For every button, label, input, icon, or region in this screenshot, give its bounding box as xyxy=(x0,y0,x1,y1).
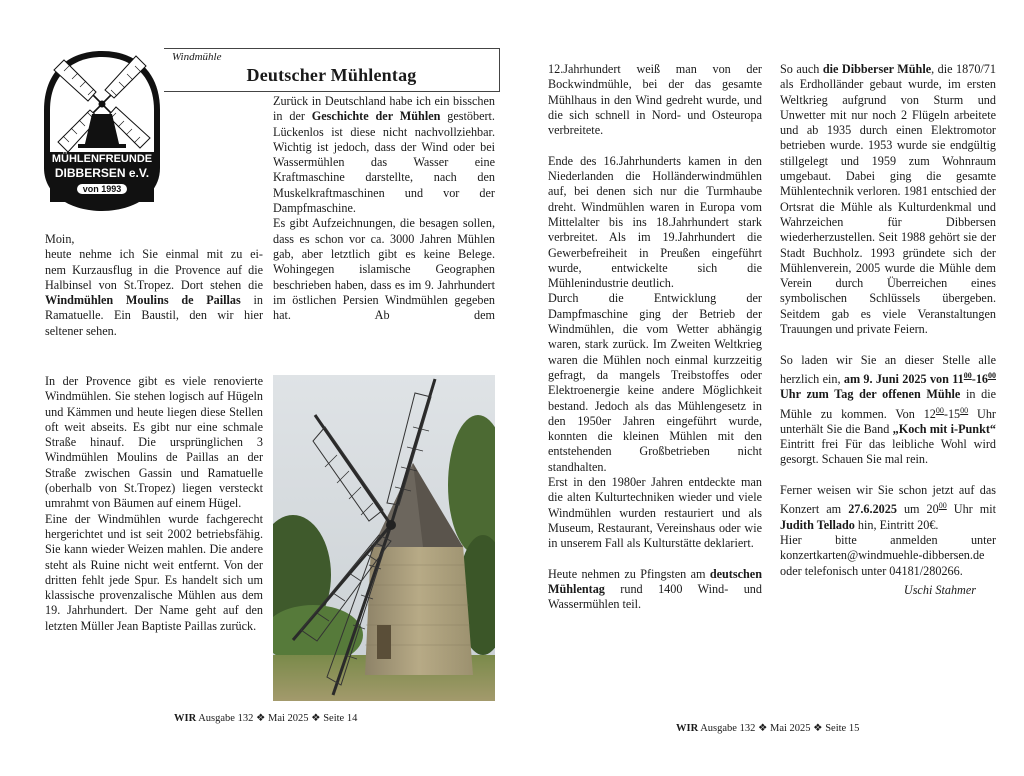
text-line: nem Kurzausflug in die Provence auf die xyxy=(45,262,263,277)
paragraph: In der Provence gibt es viele renovierte Windmühlen. Sie stehen logisch auf Hügeln und Kämmen und heute liegen diese Stellen oft weit abseits. Es gibt nur eine schmale Straße hinauf. Die ursprünglichen 3 Windmühlen Moulins de Paillas an der Straße zwischen Gassin und Ramatuelle (oberhalb von St.Tropez) liegen versteckt umrahmt von Bäumen auf einem Hügel. xyxy=(45,374,263,511)
paragraph: Eine der Windmühlen wurde fachgerecht hergerichtet und ist seit 2002 betriebsfähig. Sie kann wieder Weizen mahlen. Die andere steht als Ruine nicht weit entfernt. Von der dritten fehlt jede Spur. Es handelt sich um klassische provenzalische Mühlen aus dem 19. Jahrhundert. Der Name geht auf den letzten Müller Jean Baptiste Paillas zurück. xyxy=(45,511,263,633)
paragraph: Zurück in Deutschland habe ich ein bisschen in der Geschichte der Mühlen gestöbert. Lückenlos ist diese nicht nachvollziehbar. Wichtig ist jedoch, dass der Wind oder bei Wassermühlen das Wasser eine Kraftmaschine darstellte, nach den Muskelkraftmaschinen und vor der Dampfmaschine. xyxy=(273,94,495,216)
paragraph: Durch die Entwicklung der Dampfmaschine ging der Betrieb der Windmühlen, die vom Wetter abhängig waren, stark zurück. Im Zweiten Weltkrieg waren die Mühlen noch einmal kurzzeitig gefragt, da mangels Treibstoffes oder Elektroenergie keine andere Möglichkeit bestand. Jedoch als das Mühlengesetz in den 1950er Jahren eingeführt wurde, konnten die kleinen Mühlen mit den entstehenden Großbetrieben nicht standhalten. xyxy=(548,291,762,474)
paragraph: So auch die Dibberser Mühle, die 1870/71 als Erdholländer gebaut wurde, im ersten Weltkrieg aufgrund von Sturm und Unwetter mit nur noch 2 Flügeln arbeitete und ab 1935 durch einen Elektromotor betrieben wurde. 1953 wurde sie endgültig stillgelegt und 1959 zum Wohnraum umgebaut. Dabei ging die gesamte Mühlentechnik verloren. 1981 entschied der Ortsrat die Mühle als Kulturdenkmal und Wahrzeichen für Dibbersen wiederherzustellen. Seit 1988 gehört sie der Stadt Buchholz. 1993 gründete sich der Mühlenverein, 2005 wurde die Mühle dem Verein durch Überreichen eines symbolischen Schlüssels übergeben. Seitdem gab es viele Veranstaltungen Trauungen und private Feiern. xyxy=(780,62,996,337)
footer-brand: WIR xyxy=(174,713,197,724)
author-signature: Uschi Stahmer xyxy=(903,582,976,597)
band-name: „Koch mit i-Punkt“ xyxy=(892,421,997,436)
left-col-history xyxy=(273,94,495,323)
article-title: Deutscher Mühlentag xyxy=(246,65,417,85)
contact-paragraph: Hier bitte anmelden unter konzertkarten@windmuehle-dibbersen.de oder telefonisch unter 04181/280266. xyxy=(780,532,996,578)
invitation-paragraph: So laden wir Sie an dieser Stelle alle herzlich ein, am 9. Juni 2025 von $11^{00}-16^{00}$ Uhr zum Tag der offenen Mühle in die Mühle zu kommen. Von $12^{00}-15^{00}$ Uhr unterhält Sie die Band „Koch mit i-Punkt“ Eintritt frei Für das leibliche Wohl wird gesorgt. Schauen Sie mal rein. xyxy=(780,352,997,467)
footer-right xyxy=(676,722,859,734)
mill-name: Windmühlen Moulins de Paillas xyxy=(45,293,241,308)
text-line: Halbinsel von St.Tropez. Dort stehen die xyxy=(45,277,263,292)
text-line: Ramatuelle. Ein Baustil, den wir hier xyxy=(45,308,263,323)
footer-issue: Ausgabe 132 ❖ Mai 2025 ❖ Seite 15 xyxy=(698,723,860,734)
concert-paragraph: Ferner weisen wir Sie schon jetzt auf das Konzert am 27.6.2025 um $20^{00}$ Uhr mit Judith Tellado hin, Eintritt 20€. xyxy=(780,483,996,532)
text-line: Moin, xyxy=(45,232,75,246)
club-logo xyxy=(40,48,164,214)
logo-name-line1: MÜHLENFREUNDE xyxy=(51,153,153,165)
article-kicker: Windmühle xyxy=(172,51,222,63)
article-header xyxy=(164,48,500,92)
footer-issue: Ausgabe 132 ❖ Mai 2025 ❖ Seite 14 xyxy=(196,713,358,724)
windmill-photo xyxy=(273,375,495,701)
right-col-dibbersen xyxy=(780,62,996,598)
paragraph: Ende des 16.Jahrhunderts kamen in den Niederlanden die Holländerwindmühlen auf, bei denen sich nur die Turmhaube dreht. Windmühlen waren in Europa vom Mittelalter bis ins 18.Jahrhundert stark verbreitet. Als im 19.Jahrhundert die Gewerbefreiheit in Preußen eingeführt wurde, entwickelte sich die Mühlenindustrie deutlich. xyxy=(548,153,762,291)
footer-left xyxy=(174,712,357,724)
text-line: seltener sehen. xyxy=(45,323,117,338)
logo-name-line2: DIBBERSEN e.V. xyxy=(54,166,150,180)
left-col-provence xyxy=(45,374,263,634)
logo-founded: von 1993 xyxy=(77,184,127,194)
paragraph: Erst in den 1980er Jahren entdeckte man die alten Kulturtechniken wieder und viele Windmühlen wurden restauriert und als Museum, Restaurant, Vereinshaus oder wie in unserem Fall als Kulturstätte deklariert. xyxy=(548,475,762,551)
left-col-intro xyxy=(45,232,263,339)
text-line: Windmühlen Moulins de Paillas in xyxy=(45,293,263,308)
open-day-date: am 9. Juni 2025 von $11^{00}-16^{00}$ Uhr zum Tag der offenen Mühle xyxy=(780,370,997,402)
paragraph: Es gibt Aufzeichnungen, die besagen sollen, dass es schon vor ca. 3000 Jahren Mühlen gab, aber letztlich gibt es keine Belege. Wohingegen islamische Geographen beschrieben haben, dass es im 9. Jahrhundert im östlichen Persien Windmühlen gegeben hat. Ab dem xyxy=(273,216,495,323)
footer-brand: WIR xyxy=(676,723,699,734)
text-line: heute nehme ich Sie einmal mit zu ei- xyxy=(45,247,263,262)
paragraph: Heute nehmen zu Pfingsten am deutschen Mühlentag rund 1400 Wind- und Wassermühlen teil. xyxy=(548,566,762,612)
right-col-history xyxy=(548,62,762,613)
paragraph: 12.Jahrhundert weiß man von der Bockwindmühle, bei der das gesamte Mühlhaus in den Wind gedreht wurde, und die sich schnell in Nord- und Osteuropa verbreitete. xyxy=(548,62,762,138)
